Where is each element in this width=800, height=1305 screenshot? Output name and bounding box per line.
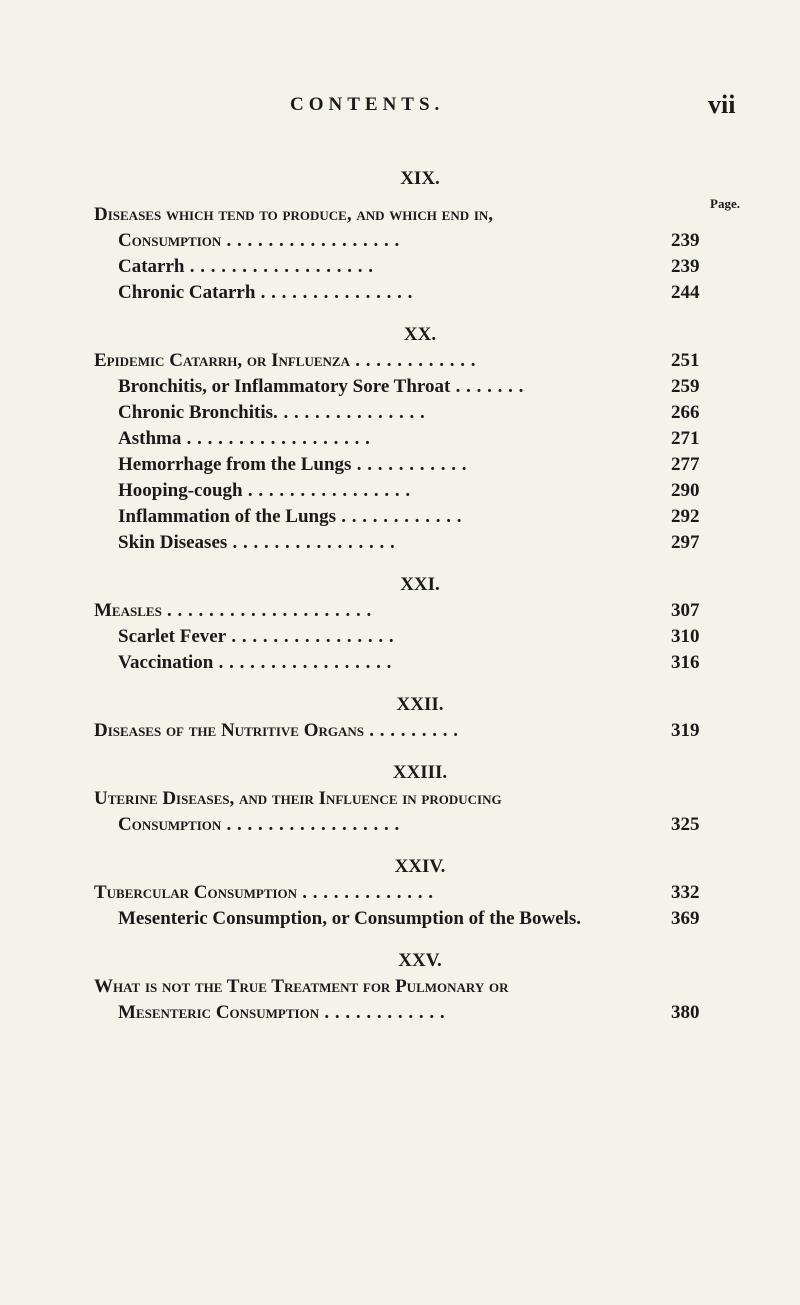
running-title: CONTENTS. xyxy=(290,94,445,115)
entry-title: Scarlet Fever xyxy=(118,626,227,647)
entry-page-number: 244 xyxy=(671,282,700,303)
entry-page-number: 266 xyxy=(671,402,700,423)
dot-leader: . . . . . . . . . . . . xyxy=(336,506,462,527)
contents-entry xyxy=(0,254,800,280)
entry-page-number: 325 xyxy=(671,814,700,835)
entry-page-number: 307 xyxy=(671,600,700,621)
dot-leader: . . . . . . . . . . . . . . . . xyxy=(227,532,396,553)
entry-page-number: 271 xyxy=(671,428,700,449)
entry-title: Epidemic Catarrh, or Influenza xyxy=(94,350,350,371)
dot-leader: . . . . . . . . . . . . . . . xyxy=(273,402,426,423)
entry-title: Mesenteric Consumption xyxy=(118,1002,320,1023)
entry-title: What is not the True Treatment for Pulmonary or xyxy=(94,976,509,997)
entry-title: Inflammation of the Lungs xyxy=(118,506,336,527)
entry-page-number: 290 xyxy=(671,480,700,501)
dot-leader: . . . . . . . . . . . . . . . . xyxy=(226,626,395,647)
contents-entry xyxy=(0,374,800,400)
entry-page-number: 292 xyxy=(671,506,700,527)
entry-page-number: 310 xyxy=(671,626,700,647)
dot-leader: . . . . . . . . . . . . . xyxy=(297,882,434,903)
dot-leader: . . . . . . . . . . . . . . . . . . xyxy=(184,256,374,277)
entry-page-number: 316 xyxy=(671,652,700,673)
page-column-label: Page. xyxy=(710,196,740,211)
section-number: XXV. xyxy=(398,950,442,971)
contents-entry xyxy=(0,906,800,932)
running-head xyxy=(0,90,800,124)
contents-entry xyxy=(0,280,800,306)
dot-leader: . . . . . . . . . . . xyxy=(351,454,467,475)
contents-section xyxy=(0,948,800,1026)
section-number: XXIV. xyxy=(394,856,446,877)
contents-entry xyxy=(0,426,800,452)
contents-entry xyxy=(0,812,800,838)
contents-entry xyxy=(0,1000,800,1026)
contents-section xyxy=(0,166,800,306)
entry-title: Vaccination xyxy=(118,652,214,673)
entry-page-number: 277 xyxy=(671,454,700,475)
dot-leader: . . . . . . . . . . . . . . . . . xyxy=(213,652,392,673)
entry-title: Measles xyxy=(94,600,162,621)
section-number: XXIII. xyxy=(392,762,448,783)
dot-leader: . . . . . . . . . . . . xyxy=(349,350,476,371)
dot-leader: . . . . . . . . . . . . . . . xyxy=(255,282,413,303)
contents-entry xyxy=(0,598,800,624)
contents-section xyxy=(0,322,800,556)
contents-entry xyxy=(0,974,800,1000)
entry-page-number: 259 xyxy=(671,376,700,397)
entry-page-number: 380 xyxy=(671,1002,700,1023)
entry-page-number: 251 xyxy=(671,350,700,371)
contents-list xyxy=(0,166,800,1042)
entry-title: Tubercular Consumption xyxy=(94,882,298,903)
entry-title: Mesenteric Consumption, or Consumption of the Bowels xyxy=(118,908,577,929)
contents-section xyxy=(0,854,800,932)
contents-entry xyxy=(0,400,800,426)
section-number: XX. xyxy=(403,324,437,345)
contents-entry xyxy=(0,624,800,650)
entry-title: Skin Diseases xyxy=(118,532,228,553)
contents-entry xyxy=(0,786,800,812)
contents-entry xyxy=(0,530,800,556)
dot-leader: . . . . . . . . . . . . . . . . . xyxy=(221,814,400,835)
contents-entry xyxy=(0,228,800,254)
dot-leader: . . . . . . . . . . . . xyxy=(319,1002,446,1023)
section-number: XXI. xyxy=(400,574,440,595)
contents-section xyxy=(0,760,800,838)
contents-entry xyxy=(0,650,800,676)
contents-entry xyxy=(0,880,800,906)
entry-title: Chronic Bronchitis xyxy=(118,402,274,423)
entry-title: Uterine Diseases, and their Influence in producing xyxy=(94,788,502,809)
entry-page-number: 239 xyxy=(671,256,700,277)
dot-leader: . . . . . . . . . . . . . . . . . . . . xyxy=(161,600,372,621)
entry-page-number: 239 xyxy=(671,230,700,251)
section-number: XXII. xyxy=(396,694,444,715)
entry-page-number: 369 xyxy=(671,908,700,929)
entry-title: Hooping-cough xyxy=(118,480,243,501)
dot-leader: . . . . . . . . . . . . . . . . xyxy=(242,480,411,501)
entry-title: Asthma xyxy=(118,428,182,449)
page-number: vii xyxy=(708,90,736,119)
contents-entry xyxy=(0,478,800,504)
section-number: XIX. xyxy=(400,168,440,189)
entry-title: Bronchitis, or Inflammatory Sore Throat xyxy=(118,376,451,397)
entry-title: Consumption xyxy=(118,814,222,835)
entry-title: Hemorrhage from the Lungs xyxy=(118,454,352,475)
contents-entry xyxy=(0,718,800,744)
contents-entry xyxy=(0,202,800,228)
contents-entry xyxy=(0,504,800,530)
contents-section xyxy=(0,572,800,676)
dot-leader: . . . . . . . xyxy=(450,376,524,397)
contents-entry xyxy=(0,452,800,478)
dot-leader: . . . . . . . . . . . . . . . . . . xyxy=(181,428,371,449)
entry-page-number: 297 xyxy=(671,532,700,553)
contents-section xyxy=(0,692,800,744)
dot-leader: . . . . . . . . . . . . . . . . . xyxy=(221,230,400,251)
contents-entry xyxy=(0,348,800,374)
entry-title: Consumption xyxy=(118,230,222,251)
dot-leader: . . . . . . . . . xyxy=(364,720,459,741)
entry-title: Chronic Catarrh xyxy=(118,282,256,303)
entry-title: Catarrh xyxy=(118,256,185,277)
entry-page-number: 332 xyxy=(671,882,700,903)
entry-page-number: 319 xyxy=(671,720,700,741)
entry-title: Diseases of the Nutritive Organs xyxy=(94,720,365,741)
dot-leader: . xyxy=(576,908,582,929)
entry-title: Diseases which tend to produce, and which end in, xyxy=(94,204,494,225)
